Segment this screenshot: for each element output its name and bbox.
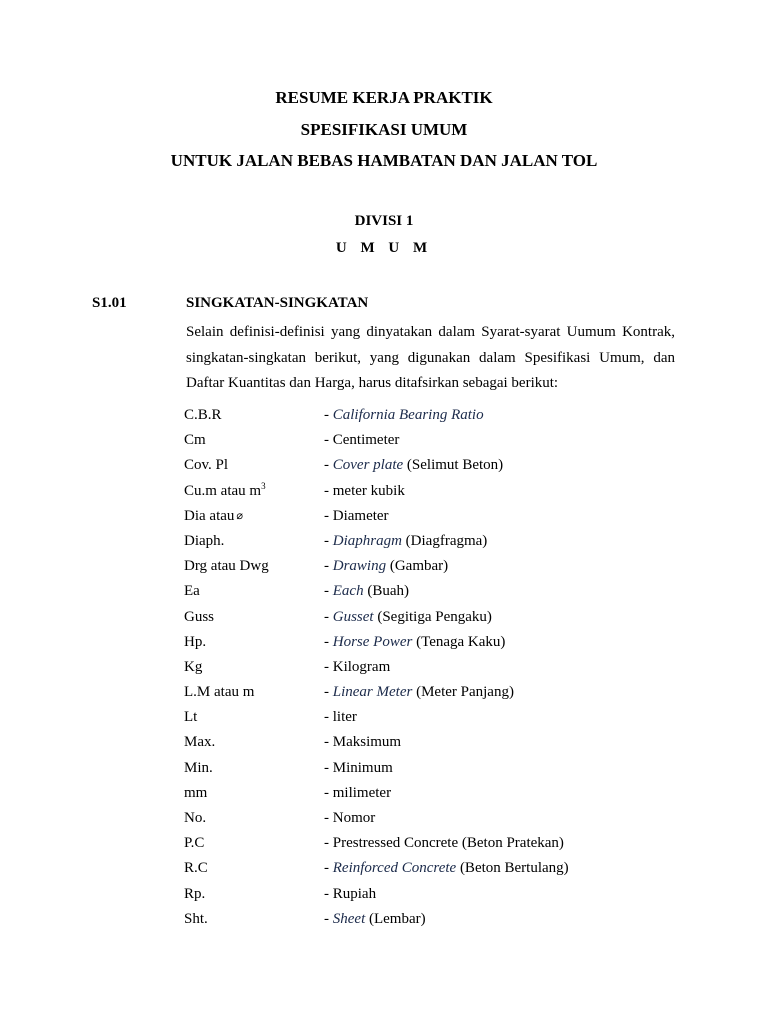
abbreviation-row	[184, 758, 684, 783]
abbreviation-term-text: L.M atau m	[184, 684, 255, 701]
abbreviation-term	[184, 909, 208, 929]
abbreviation-row	[184, 884, 684, 909]
abbreviation-row	[184, 707, 684, 732]
diameter-symbol-icon: ⌀	[236, 509, 244, 522]
abbreviation-term	[184, 858, 208, 878]
abbreviation-definition	[324, 405, 484, 425]
definition-dash: -	[324, 407, 333, 423]
abbreviation-list	[184, 405, 684, 934]
definition-local-term: Maksimum	[332, 734, 402, 751]
definition-local-term: Diameter	[332, 507, 389, 524]
abbreviation-definition	[324, 732, 401, 752]
definition-local-term: Minimum	[332, 759, 393, 776]
definition-dash: -	[324, 507, 333, 524]
abbreviation-term-text: Lt	[184, 709, 198, 726]
definition-local-term: (Meter Panjang)	[412, 684, 514, 701]
section-intro-paragraph: Selain definisi-definisi yang dinyatakan dalam Syarat-syarat Uumum Kontrak, singkatan-singkatan berikut, yang digunakan dalam Spesifikasi Umum, dan Daftar Kuantitas dan Harga, harus ditafsirkan sebagai berikut:	[186, 324, 675, 391]
abbreviation-row	[184, 858, 684, 883]
abbreviation-definition	[324, 808, 375, 828]
definition-local-term: (Lembar)	[365, 910, 426, 927]
definition-dash: -	[324, 482, 333, 499]
definition-dash: -	[324, 835, 333, 852]
definition-dash: -	[324, 432, 333, 449]
definition-dash: -	[324, 532, 333, 549]
abbreviation-definition	[324, 556, 448, 576]
abbreviation-row	[184, 632, 684, 657]
abbreviation-term-text: Cov. Pl	[184, 457, 229, 474]
definition-dash: -	[324, 658, 333, 675]
abbreviation-term	[184, 455, 228, 475]
abbreviation-term	[184, 707, 197, 727]
abbreviation-term-text: Sht.	[184, 910, 208, 927]
abbreviation-term-text: Drg atau Dwg	[184, 558, 269, 575]
abbreviation-row	[184, 783, 684, 808]
abbreviation-term-text: Max.	[184, 734, 216, 751]
abbreviation-definition	[324, 884, 376, 904]
definition-english-term: Horse Power	[332, 633, 413, 650]
abbreviation-definition	[324, 783, 391, 803]
abbreviation-term-text: mm	[184, 784, 208, 801]
definition-local-term: (Selimut Beton)	[403, 457, 504, 474]
abbreviation-term	[184, 732, 215, 752]
abbreviation-row	[184, 682, 684, 707]
abbreviation-term-text: R.C	[184, 860, 208, 877]
definition-dash: -	[324, 734, 333, 751]
abbreviation-definition	[324, 506, 389, 526]
abbreviation-term	[184, 607, 214, 627]
abbreviation-term	[184, 758, 213, 778]
definition-local-term: Nomor	[332, 810, 376, 826]
abbreviation-definition	[324, 430, 399, 450]
abbreviation-definition	[324, 455, 503, 475]
definition-english-term: Each	[332, 583, 364, 600]
abbreviation-row	[184, 581, 684, 606]
abbreviation-definition	[324, 909, 426, 929]
abbreviation-term-text: Kg	[184, 658, 203, 675]
definition-local-term: liter	[332, 709, 357, 726]
division-label: DIVISI 1	[354, 213, 414, 229]
abbreviation-term-text: Cu.m atau m	[184, 482, 262, 499]
definition-local-term: (Segitiga Pengaku)	[373, 608, 492, 625]
definition-local-term: Prestressed Concrete (Beton Pratekan)	[332, 835, 564, 852]
abbreviation-term	[184, 657, 202, 677]
abbreviation-term	[184, 808, 206, 828]
abbreviation-term-text: P.C	[184, 835, 205, 852]
abbreviation-definition	[324, 858, 569, 878]
document-subtitle-2: UNTUK JALAN BEBAS HAMBATAN DAN JALAN TOL	[170, 151, 598, 170]
abbreviation-definition	[324, 531, 487, 551]
abbreviation-term-superscript: 3	[261, 480, 266, 491]
abbreviation-row	[184, 556, 684, 581]
definition-dash: -	[324, 583, 333, 600]
abbreviation-term	[184, 481, 266, 501]
definition-dash: -	[324, 810, 333, 826]
abbreviation-term	[184, 556, 269, 576]
section-number: S1.01	[92, 295, 127, 311]
abbreviation-row	[184, 405, 684, 430]
definition-dash: -	[324, 633, 333, 650]
definition-english-term: California Bearing Ratio	[332, 407, 484, 423]
abbreviation-term	[184, 405, 222, 425]
abbreviation-term	[184, 632, 206, 652]
definition-dash: -	[324, 558, 333, 575]
definition-english-term: Gusset	[332, 608, 374, 625]
abbreviation-term	[184, 833, 204, 853]
abbreviation-row	[184, 506, 684, 531]
abbreviation-term-text: Cm	[184, 432, 206, 449]
definition-dash: -	[324, 860, 333, 877]
definition-english-term: Cover plate	[332, 457, 404, 474]
abbreviation-row	[184, 531, 684, 556]
abbreviation-definition	[324, 657, 390, 677]
abbreviation-row	[184, 909, 684, 934]
definition-english-term: Drawing	[332, 558, 387, 575]
section-title: SINGKATAN-SINGKATAN	[186, 295, 369, 311]
definition-local-term: (Buah)	[363, 583, 409, 600]
abbreviation-definition	[324, 607, 492, 627]
abbreviation-row	[184, 481, 684, 506]
abbreviation-term-text: Rp.	[184, 885, 206, 902]
abbreviation-definition	[324, 682, 514, 702]
abbreviation-term	[184, 430, 206, 450]
definition-dash: -	[324, 709, 333, 726]
definition-dash: -	[324, 784, 333, 801]
definition-dash: -	[324, 684, 333, 701]
definition-local-term: (Tenaga Kaku)	[412, 633, 506, 650]
definition-local-term: (Beton Bertulang)	[456, 860, 569, 877]
abbreviation-term-text: Diaph.	[184, 532, 225, 549]
abbreviation-row	[184, 455, 684, 480]
definition-dash: -	[324, 885, 333, 902]
abbreviation-term-text: Hp.	[184, 633, 207, 650]
abbreviation-definition	[324, 758, 393, 778]
abbreviation-term	[184, 531, 224, 551]
document-subtitle: SPESIFIKASI UMUM	[300, 120, 468, 139]
definition-english-term: Linear Meter	[332, 684, 413, 701]
definition-local-term: Kilogram	[332, 658, 391, 675]
abbreviation-term-text: C.B.R	[184, 407, 222, 423]
definition-local-term: Centimeter	[332, 432, 400, 449]
abbreviation-definition	[324, 833, 564, 853]
abbreviation-row	[184, 808, 684, 833]
abbreviation-row	[184, 732, 684, 757]
definition-local-term: Rupiah	[332, 885, 377, 902]
definition-local-term: (Gambar)	[386, 558, 449, 575]
abbreviation-row	[184, 657, 684, 682]
definition-local-term: meter kubik	[332, 482, 405, 499]
division-name: U M U M	[335, 240, 433, 256]
abbreviation-definition	[324, 581, 409, 601]
abbreviation-term	[184, 884, 205, 904]
definition-english-term: Diaphragm	[332, 532, 402, 549]
abbreviation-term-text: Dia atau	[184, 507, 235, 524]
abbreviation-row	[184, 430, 684, 455]
abbreviation-term-text: Min.	[184, 759, 213, 776]
definition-local-term: milimeter	[332, 784, 392, 801]
abbreviation-definition	[324, 481, 405, 501]
abbreviation-term-text: Ea	[184, 583, 200, 600]
document-title: RESUME KERJA PRAKTIK	[275, 88, 493, 107]
definition-dash: -	[324, 910, 333, 927]
abbreviation-term	[184, 682, 254, 702]
definition-dash: -	[324, 759, 333, 776]
abbreviation-row	[184, 833, 684, 858]
abbreviation-term	[184, 581, 200, 601]
definition-dash: -	[324, 608, 333, 625]
abbreviation-row	[184, 607, 684, 632]
abbreviation-definition	[324, 632, 505, 652]
abbreviation-term	[184, 506, 243, 526]
abbreviation-term-text: No.	[184, 810, 207, 826]
definition-local-term: (Diagfragma)	[401, 532, 488, 549]
abbreviation-term	[184, 783, 207, 803]
definition-dash: -	[324, 457, 333, 474]
definition-english-term: Sheet	[332, 910, 366, 927]
abbreviation-term-text: Guss	[184, 608, 215, 625]
definition-english-term: Reinforced Concrete	[332, 860, 457, 877]
abbreviation-definition	[324, 707, 357, 727]
